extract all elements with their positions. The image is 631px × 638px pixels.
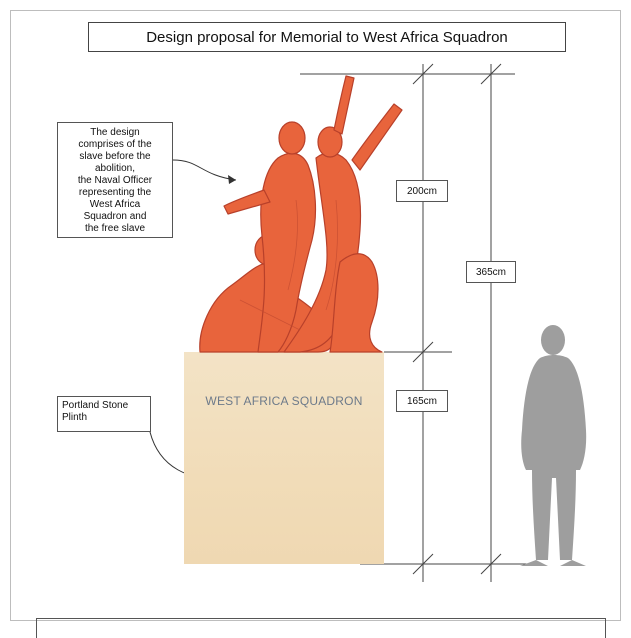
plinth-height-label xyxy=(396,390,448,412)
plinth-note-line: Plinth xyxy=(62,412,88,423)
sculpture-height-label xyxy=(396,180,448,202)
design-note-line: representing the xyxy=(78,187,152,198)
plinth-material-note xyxy=(57,396,151,432)
plinth-inscription: WEST AFRICA SQUADRON xyxy=(205,394,363,408)
plinth-height-value: 165cm xyxy=(406,395,437,407)
design-note-line: West Africa xyxy=(89,199,141,210)
design-note-line: abolition, xyxy=(94,163,136,174)
design-note-line: slave before the xyxy=(79,151,151,162)
silhouette-feet xyxy=(520,560,586,566)
silhouette-body xyxy=(521,355,586,560)
title-text: Design proposal for Memorial to West Africa Squadron xyxy=(146,28,508,46)
design-note-line: The design xyxy=(90,127,140,138)
bottom-panel-edge xyxy=(36,618,606,638)
plinth-note-line: Portland Stone xyxy=(62,400,129,411)
design-description-note xyxy=(57,122,173,238)
design-note-line: the Naval Officer xyxy=(77,175,153,186)
silhouette-head xyxy=(541,325,565,355)
design-note-line: the free slave xyxy=(84,223,146,234)
total-height-value: 365cm xyxy=(475,266,506,278)
design-note-line: Squadron and xyxy=(83,211,147,222)
sculpture-height-value: 200cm xyxy=(406,185,437,197)
total-height-label xyxy=(466,261,516,283)
design-note-line: comprises of the xyxy=(78,139,152,150)
